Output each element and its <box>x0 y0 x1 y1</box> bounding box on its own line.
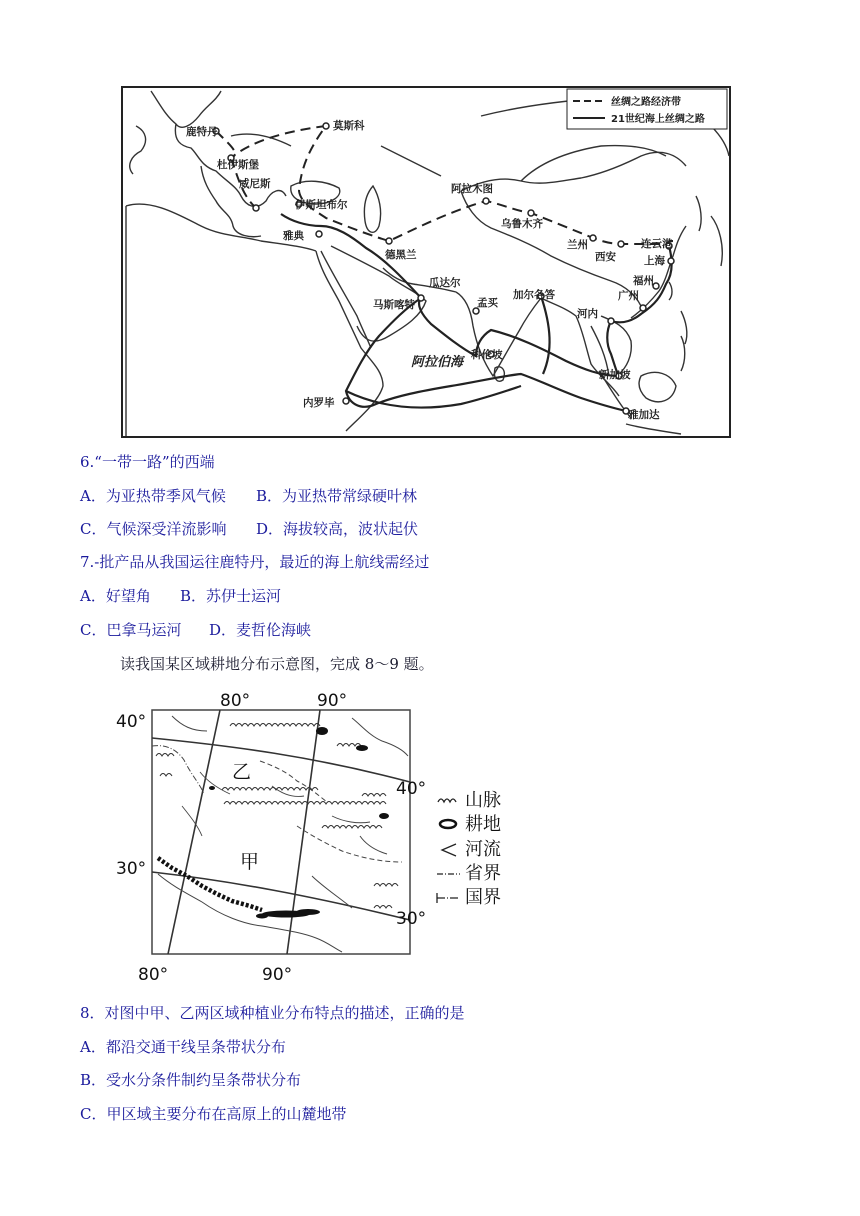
label-tehran: 德黑兰 <box>385 249 417 261</box>
legend-farmland-label: 耕地 <box>465 814 501 835</box>
question-8-option-b[interactable]: B．受水分条件制约呈条带状分布 <box>80 1071 302 1089</box>
label-lanzhou: 兰州 <box>567 239 588 251</box>
question-6-stem: 6.“一带一路”的西端 <box>80 453 215 471</box>
label-lianyungang: 连云港 <box>641 238 673 250</box>
question-6-option-b[interactable]: B．为亚热带常绿硬叶林 <box>256 487 418 505</box>
question-8-stem: 8．对图中甲、乙两区域种植业分布特点的描述，正确的是 <box>80 1004 465 1022</box>
label-athens: 雅典 <box>283 230 304 242</box>
lat-30-left: 30° <box>116 859 147 879</box>
question-8-option-c[interactable]: C．甲区域主要分布在高原上的山麓地带 <box>80 1105 347 1123</box>
legend-farmland-icon <box>440 820 456 828</box>
question-7-option-a[interactable]: A．好望角 <box>80 587 151 605</box>
lat-40-left: 40° <box>116 712 147 732</box>
label-colombo: 科伦坡 <box>471 349 503 361</box>
legend-mountain-label: 山脉 <box>465 790 501 811</box>
label-xian: 西安 <box>595 251 616 263</box>
question-7-option-c[interactable]: C．巴拿马运河 <box>80 621 182 639</box>
label-arabian-sea: 阿拉伯海 <box>411 355 464 370</box>
label-kolkata: 加尔各答 <box>513 289 555 301</box>
legend-dashed-label: 丝绸之路经济带 <box>611 97 681 108</box>
label-muscat: 马斯喀特 <box>373 299 415 311</box>
legend-national-border-label: 国界 <box>465 887 501 908</box>
label-shanghai: 上海 <box>644 255 665 267</box>
label-gwadar: 瓜达尔 <box>429 277 461 289</box>
lon-80-top: 80° <box>220 691 251 711</box>
label-mumbai: 孟买 <box>477 297 498 309</box>
label-almaty: 阿拉木图 <box>451 183 493 195</box>
legend-province-border-label: 省界 <box>465 863 501 884</box>
map1-legend <box>567 89 727 129</box>
question-6-option-c[interactable]: C．气候深受洋流影响 <box>80 520 227 538</box>
label-nairobi: 内罗毕 <box>303 397 335 409</box>
label-rotterdam: 鹿特丹 <box>186 126 218 138</box>
legend-river-label: 河流 <box>465 839 501 860</box>
label-guangzhou: 广州 <box>618 290 639 302</box>
region-yi-label: 乙 <box>232 761 252 783</box>
legend-solid-label: 21世纪海上丝绸之路 <box>611 114 705 125</box>
label-moscow: 莫斯科 <box>333 120 365 132</box>
lat-40-right: 40° <box>396 779 427 799</box>
label-venice: 威尼斯 <box>239 178 271 190</box>
lon-80-bottom: 80° <box>138 965 169 985</box>
question-7-stem: 7.-批产品从我国运往鹿特丹，最近的海上航线需经过 <box>80 553 430 571</box>
lon-90-bottom: 90° <box>262 965 293 985</box>
question-7-option-b[interactable]: B．苏伊士运河 <box>180 587 282 605</box>
questions-8-9-intro: 读我国某区域耕地分布示意图，完成 8～9 题。 <box>120 655 434 673</box>
label-urumqi: 乌鲁木齐 <box>501 218 543 230</box>
lat-30-right: 30° <box>396 909 427 929</box>
label-jakarta: 雅加达 <box>628 409 660 421</box>
label-duisburg: 杜伊斯堡 <box>217 159 259 171</box>
region-jia-label: 甲 <box>240 851 260 873</box>
label-fuzhou: 福州 <box>633 275 654 287</box>
label-singapore: 新加坡 <box>599 369 631 381</box>
question-8-option-a[interactable]: A．都沿交通干线呈条带状分布 <box>80 1038 286 1056</box>
question-6-option-a[interactable]: A．为亚热带季风气候 <box>80 487 226 505</box>
farmland-distribution-map <box>112 686 522 986</box>
question-6-option-d[interactable]: D．海拔较高，波状起伏 <box>256 520 419 538</box>
label-hanoi: 河内 <box>577 308 598 320</box>
belt-and-road-map <box>121 86 731 438</box>
lon-90-top: 90° <box>317 691 348 711</box>
label-istanbul: 伊斯坦布尔 <box>295 199 348 211</box>
question-7-option-d[interactable]: D．麦哲伦海峡 <box>209 621 312 639</box>
